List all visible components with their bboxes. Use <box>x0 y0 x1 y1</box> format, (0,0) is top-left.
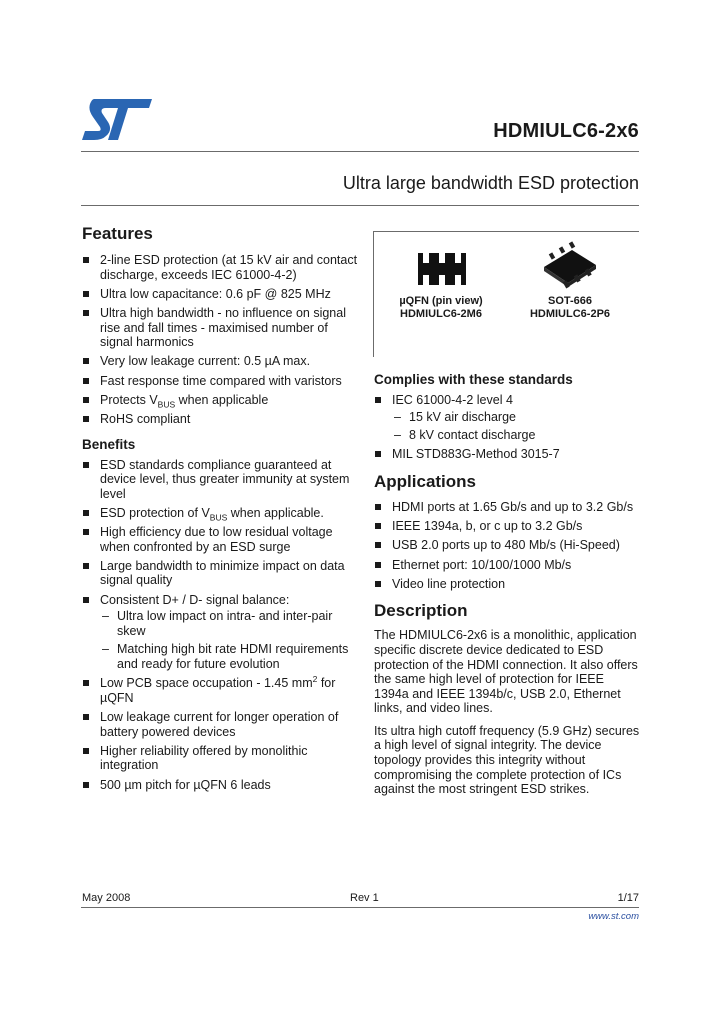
st-logo <box>80 96 156 144</box>
subtitle-rule <box>81 205 639 206</box>
balance-sublist <box>100 609 362 671</box>
description-paragraph: The HDMIULC6-2x6 is a monolithic, application specific discrete device dedicated to ESD protection of the HDMI connection. It also offers the same high level of protection for IEEE 1394a and IEEE 1394b/c, USB 2.0, Ethernet links, and video lines. <box>374 628 638 716</box>
list-item: 500 µm pitch for µQFN 6 leads <box>82 778 362 793</box>
sub-list-item: – Matching high bit rate HDMI requirements and ready for future evolution <box>100 642 362 671</box>
footer-revision: Rev 1 <box>350 892 379 904</box>
applications-heading: Applications <box>374 471 477 491</box>
list-item: Video line protection <box>374 577 640 592</box>
list-item: Ultra low capacitance: 0.6 pF @ 825 MHz <box>82 287 362 302</box>
description-heading: Description <box>374 601 468 621</box>
list-item: ESD protection of $V_{BUS}$ when applicable. <box>82 506 362 521</box>
features-heading: Features <box>82 224 153 243</box>
package-box-top-border <box>373 231 639 232</box>
st-logo-icon <box>80 96 156 144</box>
list-item: Very low leakage current: 0.5 µA max. <box>82 354 362 369</box>
list-item: RoHS compliant <box>82 412 362 427</box>
list-item: USB 2.0 ports up to 480 Mb/s (Hi-Speed) <box>374 538 640 553</box>
benefits-list <box>82 458 362 793</box>
list-item: Ultra high bandwidth - no influence on signal rise and fall times - maximised number of signal harmonics <box>82 306 362 350</box>
right-column <box>374 372 640 805</box>
list-item: HDMI ports at 1.65 Gb/s and up to 3.2 Gb/s <box>374 500 640 515</box>
sub-list-item: – 15 kV air discharge <box>392 410 640 425</box>
uqfn-package-label: µQFN (pin view) HDMIULC6-2M6 <box>399 295 483 320</box>
footer-rule <box>81 907 639 908</box>
left-column <box>82 224 362 797</box>
website-link[interactable]: www.st.com <box>588 911 639 922</box>
standards-heading: Complies with these standards <box>374 372 573 387</box>
list-item: Low leakage current for longer operation of battery powered devices <box>82 710 362 739</box>
list-item: High efficiency due to low residual voltage when confronted by an ESD surge <box>82 525 362 554</box>
package-box-left-border <box>373 231 374 357</box>
sub-list-item: – Ultra low impact on intra- and inter-pair skew <box>100 609 362 638</box>
uqfn-chip-icon <box>416 249 468 289</box>
sot666-package-label: SOT-666 HDMIULC6-2P6 <box>529 295 611 320</box>
list-item: Protects $V_{BUS}$ when applicable <box>82 393 362 408</box>
list-item: Higher reliability offered by monolithic integration <box>82 744 362 773</box>
list-item: 2-line ESD protection (at 15 kV air and contact discharge, exceeds IEC 61000-4-2) <box>82 253 362 282</box>
footer-page: 1/17 <box>617 892 639 904</box>
sot666-chip-icon <box>538 241 602 291</box>
list-item: Large bandwidth to minimize impact on data signal quality <box>82 559 362 588</box>
list-item: IEC 61000-4-2 level 4 – 15 kV air discharge – 8 kV contact discharge <box>374 393 640 443</box>
list-item: Low PCB space occupation - 1.45 $mm^2$ for µQFN <box>82 676 362 705</box>
package-box <box>373 231 639 357</box>
benefits-heading: Benefits <box>82 436 136 452</box>
applications-list <box>374 500 640 591</box>
uqfn-package-image <box>416 249 468 294</box>
iec-sublist <box>392 410 640 443</box>
list-item: Ethernet port: 10/100/1000 Mb/s <box>374 558 640 573</box>
sub-list-item: – 8 kV contact discharge <box>392 428 640 443</box>
standards-list <box>374 393 640 462</box>
list-item: ESD standards compliance guaranteed at device level, thus greater immunity at system level <box>82 458 362 502</box>
list-item: IEEE 1394a, b, or c up to 3.2 Gb/s <box>374 519 640 534</box>
footer-date: May 2008 <box>82 892 131 904</box>
features-list <box>82 253 362 427</box>
header-rule <box>81 151 639 152</box>
description-body <box>374 628 640 797</box>
list-item: Fast response time compared with varistors <box>82 374 362 389</box>
page-subtitle: Ultra large bandwidth ESD protection <box>342 173 639 193</box>
list-item: Consistent D+ / D- signal balance: – Ultra low impact on intra- and inter-pair skew – Matching high bit rate HDMI requirements and ready for future evolution <box>82 593 362 672</box>
description-paragraph: Its ultra high cutoff frequency (5.9 GHz) secures a high level of signal integrity. The device topology provides this integrity without compromising the complete protection of ICs against the most stringent ESD strikes. <box>374 723 640 797</box>
sot666-package-image <box>538 241 602 296</box>
part-number-title: HDMIULC6-2x6 <box>493 120 639 142</box>
list-item: MIL STD883G-Method 3015-7 <box>374 447 640 462</box>
